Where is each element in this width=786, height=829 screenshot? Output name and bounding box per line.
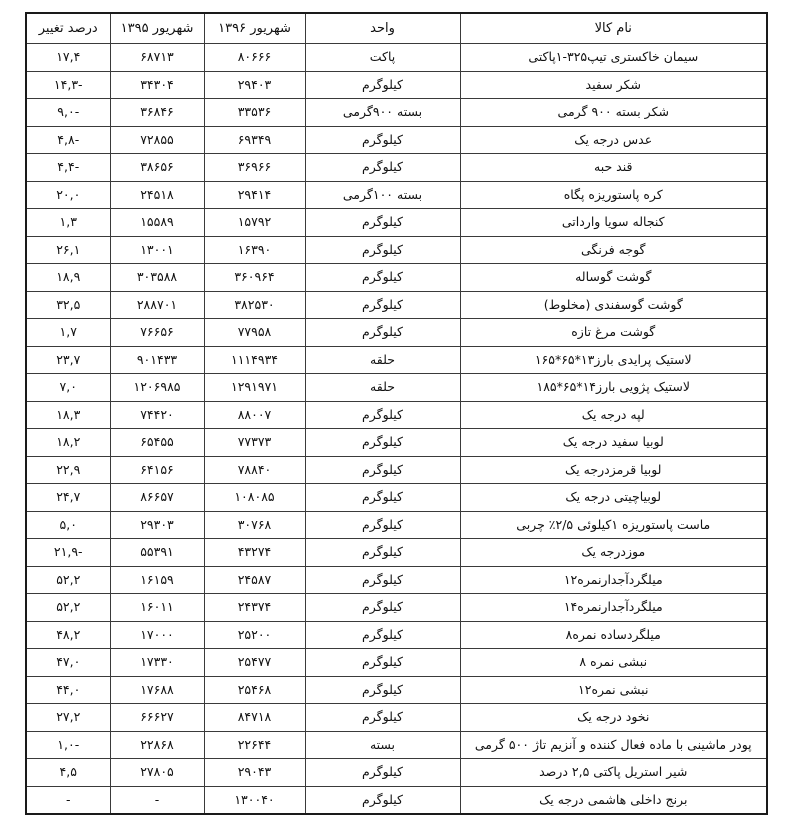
cell-percent-change: ۲۲,۹ (26, 456, 110, 484)
cell-price-1396: ۷۷۹۵۸ (204, 319, 305, 347)
cell-price-1395: ۱۷۰۰۰ (110, 621, 204, 649)
table-row (26, 676, 767, 704)
cell-price-1396: ۲۵۴۷۷ (204, 649, 305, 677)
header-product-name: نام کالا (460, 13, 767, 44)
cell-price-1395: ۱۶۱۵۹ (110, 566, 204, 594)
cell-price-1395: ۶۶۶۲۷ (110, 704, 204, 732)
cell-product-name: عدس درجه یک (460, 126, 767, 154)
cell-unit: کیلوگرم (305, 484, 460, 512)
cell-unit: کیلوگرم (305, 456, 460, 484)
cell-unit: کیلوگرم (305, 621, 460, 649)
cell-product-name: گوجه فرنگی (460, 236, 767, 264)
cell-percent-change: -۴,۸ (26, 126, 110, 154)
table-row (26, 566, 767, 594)
cell-unit: کیلوگرم (305, 566, 460, 594)
cell-unit: کیلوگرم (305, 594, 460, 622)
table-row (26, 209, 767, 237)
cell-product-name: برنج داخلی هاشمی درجه یک (460, 786, 767, 814)
cell-unit: کیلوگرم (305, 401, 460, 429)
cell-percent-change: ۲۷,۲ (26, 704, 110, 732)
table-row (26, 126, 767, 154)
cell-percent-change: ۱۸,۲ (26, 429, 110, 457)
table-row (26, 759, 767, 787)
cell-price-1395: ۲۷۸۰۵ (110, 759, 204, 787)
cell-price-1395: ۲۲۸۶۸ (110, 731, 204, 759)
cell-price-1396: ۱۰۸۰۸۵ (204, 484, 305, 512)
cell-percent-change: - (26, 786, 110, 814)
cell-product-name: میلگردآجدارنمره۱۲ (460, 566, 767, 594)
cell-price-1396: ۷۷۳۷۳ (204, 429, 305, 457)
cell-price-1396: ۱۶۳۹۰ (204, 236, 305, 264)
cell-percent-change: -۱۴,۳ (26, 71, 110, 99)
cell-product-name: نبشی نمره۱۲ (460, 676, 767, 704)
cell-product-name: موزدرجه یک (460, 539, 767, 567)
cell-percent-change: -۴,۴ (26, 154, 110, 182)
cell-unit: کیلوگرم (305, 429, 460, 457)
cell-unit: پاکت (305, 44, 460, 72)
cell-unit: کیلوگرم (305, 209, 460, 237)
cell-product-name: میلگردساده نمره۸ (460, 621, 767, 649)
table-row (26, 181, 767, 209)
table-row (26, 401, 767, 429)
cell-unit: کیلوگرم (305, 264, 460, 292)
cell-percent-change: ۴,۵ (26, 759, 110, 787)
cell-percent-change: ۵,۰ (26, 511, 110, 539)
cell-price-1395: ۹۰۱۴۳۳ (110, 346, 204, 374)
cell-price-1395: ۶۵۴۵۵ (110, 429, 204, 457)
cell-product-name: لوبیاچیتی درجه یک (460, 484, 767, 512)
cell-unit: کیلوگرم (305, 126, 460, 154)
cell-unit: بسته (305, 731, 460, 759)
table-row (26, 319, 767, 347)
cell-percent-change: ۴۷,۰ (26, 649, 110, 677)
cell-price-1396: ۸۴۷۱۸ (204, 704, 305, 732)
cell-product-name: ماست پاستوریزه ۱کیلوئی ۲/۵٪ چربی (460, 511, 767, 539)
cell-price-1396: ۱۵۷۹۲ (204, 209, 305, 237)
cell-product-name: میلگردآجدارنمره۱۴ (460, 594, 767, 622)
cell-percent-change: ۴۴,۰ (26, 676, 110, 704)
cell-price-1396: ۳۸۲۵۳۰ (204, 291, 305, 319)
cell-percent-change: -۹,۰ (26, 99, 110, 127)
table-row (26, 621, 767, 649)
cell-product-name: لوبیا قرمزدرجه یک (460, 456, 767, 484)
table-row (26, 731, 767, 759)
cell-unit: کیلوگرم (305, 319, 460, 347)
cell-price-1395: - (110, 786, 204, 814)
cell-price-1395: ۱۲۰۶۹۸۵ (110, 374, 204, 402)
cell-price-1396: ۳۰۷۶۸ (204, 511, 305, 539)
cell-price-1395: ۲۴۵۱۸ (110, 181, 204, 209)
cell-unit: کیلوگرم (305, 759, 460, 787)
table-row (26, 704, 767, 732)
cell-product-name: نخود درجه یک (460, 704, 767, 732)
table-row (26, 539, 767, 567)
cell-unit: حلقه (305, 346, 460, 374)
cell-price-1396: ۲۹۰۴۳ (204, 759, 305, 787)
header-row (26, 13, 767, 44)
cell-product-name: گوشت گوساله (460, 264, 767, 292)
cell-price-1395: ۱۷۳۳۰ (110, 649, 204, 677)
cell-product-name: گوشت گوسفندی (مخلوط) (460, 291, 767, 319)
cell-product-name: قند حبه (460, 154, 767, 182)
table-body (26, 44, 767, 815)
cell-unit: بسته ۱۰۰گرمی (305, 181, 460, 209)
cell-price-1395: ۳۴۳۰۴ (110, 71, 204, 99)
cell-percent-change: ۵۲,۲ (26, 594, 110, 622)
cell-product-name: پودر ماشینی با ماده فعال کننده و آنزیم تاژ ۵۰۰ گرمی (460, 731, 767, 759)
cell-price-1396: ۱۳۰۰۴۰ (204, 786, 305, 814)
header-price-1396: شهریور ۱۳۹۶ (204, 13, 305, 44)
cell-price-1395: ۱۶۰۱۱ (110, 594, 204, 622)
cell-price-1395: ۸۶۶۵۷ (110, 484, 204, 512)
cell-price-1396: ۳۳۵۳۶ (204, 99, 305, 127)
cell-percent-change: -۱,۰ (26, 731, 110, 759)
cell-percent-change: ۱۸,۹ (26, 264, 110, 292)
cell-percent-change: ۱۷,۴ (26, 44, 110, 72)
cell-unit: حلقه (305, 374, 460, 402)
table-row (26, 346, 767, 374)
cell-product-name: لاستیک پرایدی بارز۱۳*۶۵*۱۶۵ (460, 346, 767, 374)
cell-price-1395: ۷۶۶۵۶ (110, 319, 204, 347)
cell-unit: کیلوگرم (305, 291, 460, 319)
cell-price-1396: ۴۳۲۷۴ (204, 539, 305, 567)
table-row (26, 99, 767, 127)
table-row (26, 649, 767, 677)
cell-product-name: لپه درجه یک (460, 401, 767, 429)
cell-unit: کیلوگرم (305, 236, 460, 264)
cell-percent-change: ۲۴,۷ (26, 484, 110, 512)
cell-product-name: گوشت مرغ تازه (460, 319, 767, 347)
cell-price-1396: ۲۵۴۶۸ (204, 676, 305, 704)
cell-price-1395: ۱۳۰۰۱ (110, 236, 204, 264)
cell-percent-change: ۴۸,۲ (26, 621, 110, 649)
cell-percent-change: ۲۶,۱ (26, 236, 110, 264)
cell-price-1396: ۲۵۲۰۰ (204, 621, 305, 649)
table-row (26, 236, 767, 264)
header-price-1395: شهریور ۱۳۹۵ (110, 13, 204, 44)
cell-price-1396: ۷۸۸۴۰ (204, 456, 305, 484)
cell-price-1396: ۳۶۰۹۶۴ (204, 264, 305, 292)
cell-unit: کیلوگرم (305, 539, 460, 567)
table-row (26, 291, 767, 319)
cell-percent-change: ۲۳,۷ (26, 346, 110, 374)
cell-price-1396: ۸۸۰۰۷ (204, 401, 305, 429)
cell-product-name: شکر سفید (460, 71, 767, 99)
cell-product-name: شکر بسته ۹۰۰ گرمی (460, 99, 767, 127)
cell-price-1396: ۸۰۶۶۶ (204, 44, 305, 72)
cell-product-name: کره پاستوریزه پگاه (460, 181, 767, 209)
cell-price-1396: ۲۴۳۷۴ (204, 594, 305, 622)
price-comparison-table (25, 12, 768, 815)
cell-price-1395: ۳۶۸۴۶ (110, 99, 204, 127)
table-row (26, 511, 767, 539)
cell-price-1396: ۲۹۴۱۴ (204, 181, 305, 209)
cell-percent-change: ۱,۷ (26, 319, 110, 347)
table-row (26, 594, 767, 622)
table-row (26, 154, 767, 182)
cell-price-1396: ۲۴۵۸۷ (204, 566, 305, 594)
table-row (26, 786, 767, 814)
cell-price-1395: ۲۸۸۷۰۱ (110, 291, 204, 319)
cell-unit: کیلوگرم (305, 154, 460, 182)
cell-price-1396: ۱۲۹۱۹۷۱ (204, 374, 305, 402)
table-row (26, 44, 767, 72)
table-row (26, 374, 767, 402)
cell-product-name: لاستیک پژویی بارز۱۴*۶۵*۱۸۵ (460, 374, 767, 402)
cell-unit: کیلوگرم (305, 71, 460, 99)
cell-price-1396: ۱۱۱۴۹۳۴ (204, 346, 305, 374)
cell-percent-change: ۷,۰ (26, 374, 110, 402)
cell-price-1395: ۱۵۵۸۹ (110, 209, 204, 237)
cell-price-1395: ۵۵۳۹۱ (110, 539, 204, 567)
cell-price-1395: ۳۸۶۵۶ (110, 154, 204, 182)
cell-price-1395: ۶۴۱۵۶ (110, 456, 204, 484)
cell-unit: کیلوگرم (305, 511, 460, 539)
cell-unit: کیلوگرم (305, 649, 460, 677)
table-row (26, 484, 767, 512)
cell-product-name: کنجاله سویا وارداتی (460, 209, 767, 237)
cell-price-1395: ۶۸۷۱۳ (110, 44, 204, 72)
header-unit: واحد (305, 13, 460, 44)
cell-price-1395: ۷۲۸۵۵ (110, 126, 204, 154)
header-percent-change: درصد تغییر (26, 13, 110, 44)
cell-unit: کیلوگرم (305, 786, 460, 814)
table-row (26, 264, 767, 292)
cell-price-1395: ۱۷۶۸۸ (110, 676, 204, 704)
table-row (26, 71, 767, 99)
cell-percent-change: ۱,۳ (26, 209, 110, 237)
table-row (26, 429, 767, 457)
cell-unit: کیلوگرم (305, 676, 460, 704)
cell-product-name: سیمان خاکستری تیپ۳۲۵-۱پاکتی (460, 44, 767, 72)
cell-percent-change: -۲۱,۹ (26, 539, 110, 567)
cell-price-1395: ۳۰۳۵۸۸ (110, 264, 204, 292)
cell-percent-change: ۳۲,۵ (26, 291, 110, 319)
cell-product-name: لوبیا سفید درجه یک (460, 429, 767, 457)
cell-price-1396: ۶۹۳۴۹ (204, 126, 305, 154)
table-row (26, 456, 767, 484)
cell-percent-change: ۵۲,۲ (26, 566, 110, 594)
cell-percent-change: ۲۰,۰ (26, 181, 110, 209)
cell-price-1396: ۲۲۶۴۴ (204, 731, 305, 759)
cell-product-name: نبشی نمره ۸ (460, 649, 767, 677)
cell-price-1396: ۳۶۹۶۶ (204, 154, 305, 182)
cell-price-1396: ۲۹۴۰۳ (204, 71, 305, 99)
cell-price-1395: ۷۴۴۲۰ (110, 401, 204, 429)
cell-unit: کیلوگرم (305, 704, 460, 732)
cell-product-name: شیر استریل پاکتی ۲,۵ درصد (460, 759, 767, 787)
cell-unit: بسته ۹۰۰گرمی (305, 99, 460, 127)
cell-price-1395: ۲۹۳۰۳ (110, 511, 204, 539)
cell-percent-change: ۱۸,۳ (26, 401, 110, 429)
